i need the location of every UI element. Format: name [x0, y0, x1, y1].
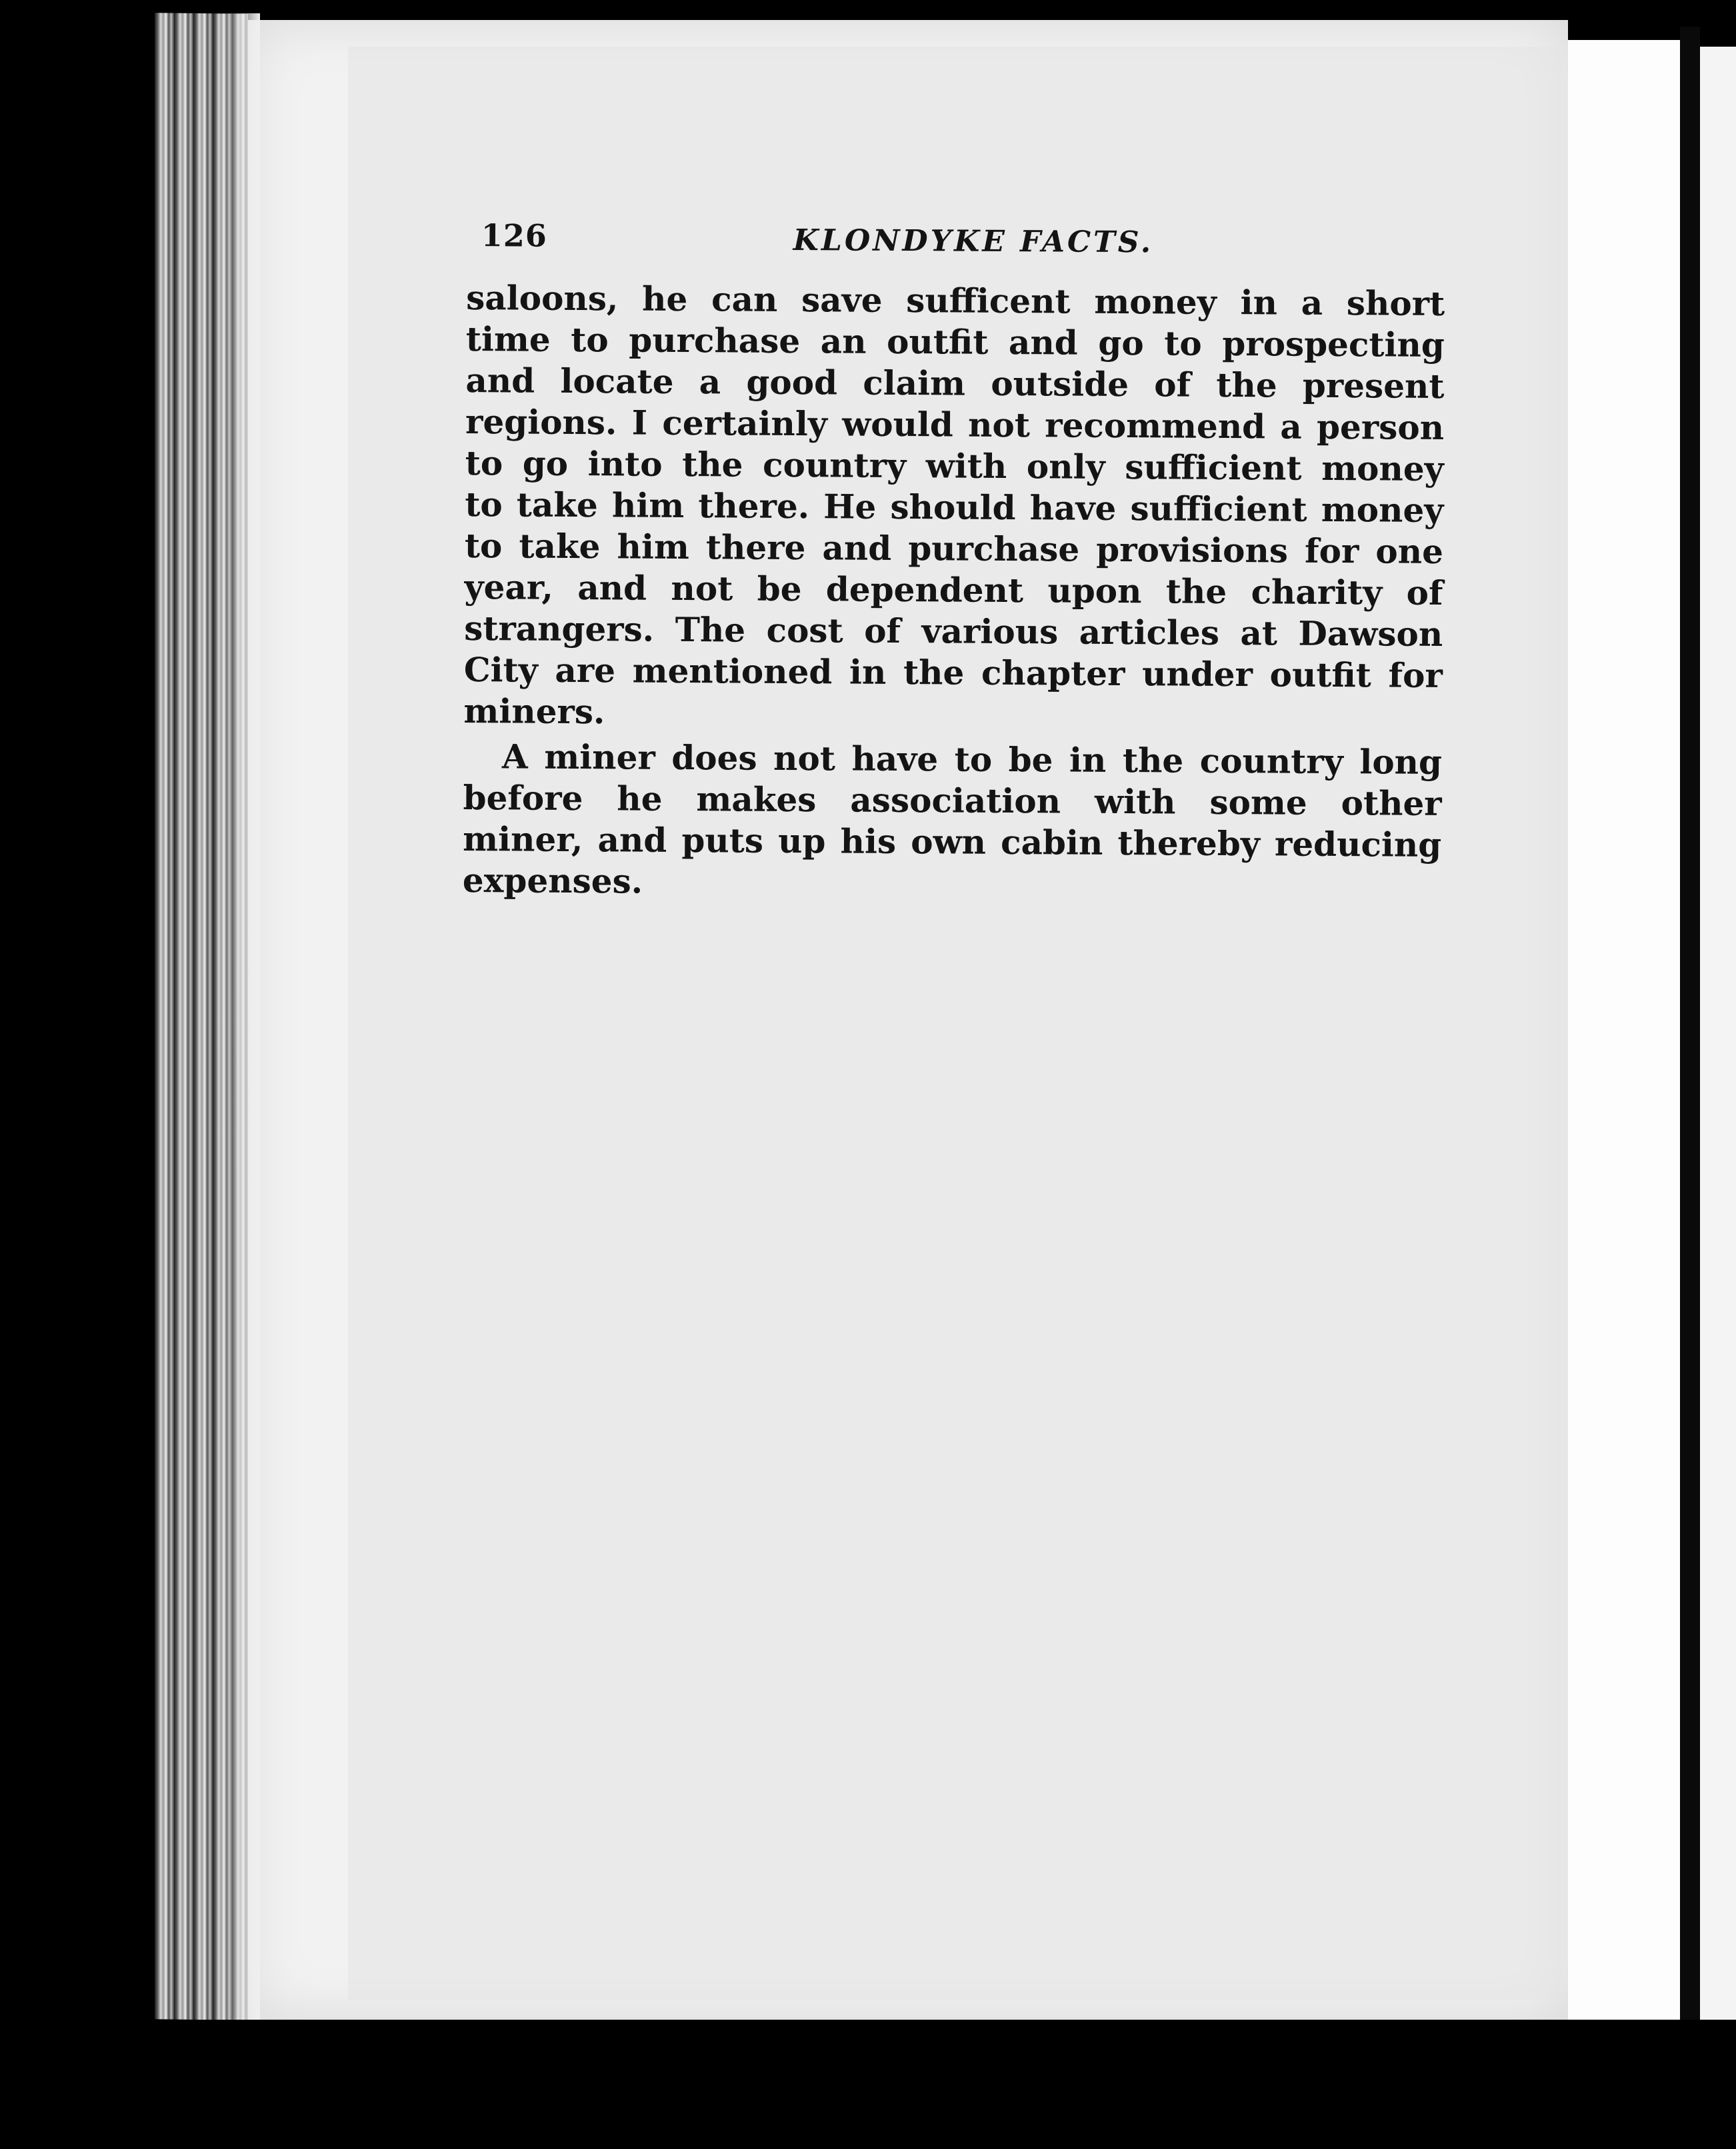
running-head	[467, 212, 1445, 271]
body-paragraph: A miner does not have to be in the country long before he makes association with some other miner, and puts up his own cabin thereby reducing expenses.	[462, 737, 1443, 901]
body-paragraph: saloons, he can save sufficent money in a short time to purchase an outfit and go to prospecting and locate a good claim outside of the present regions. I certainly would not recommend a person to go into the country with only sufficient money to take him there. He should have sufficient money to take him there and purchase provisions for one year, and not be dependent upon the charity of strangers. The cost of various articles at Dawson City are mentioned in the chapter under outfit for miners.	[463, 277, 1445, 732]
book-gutter	[1680, 27, 1700, 2066]
facing-page-edge	[1700, 47, 1736, 2066]
running-title: KLONDYKE FACTS.	[793, 223, 1154, 260]
page-number: 126	[481, 217, 547, 254]
page-edge-shadow	[220, 13, 260, 2020]
facing-page-margin	[1568, 40, 1680, 2053]
scan-bottom-border	[0, 2020, 1736, 2149]
page-text-block	[463, 212, 1445, 907]
